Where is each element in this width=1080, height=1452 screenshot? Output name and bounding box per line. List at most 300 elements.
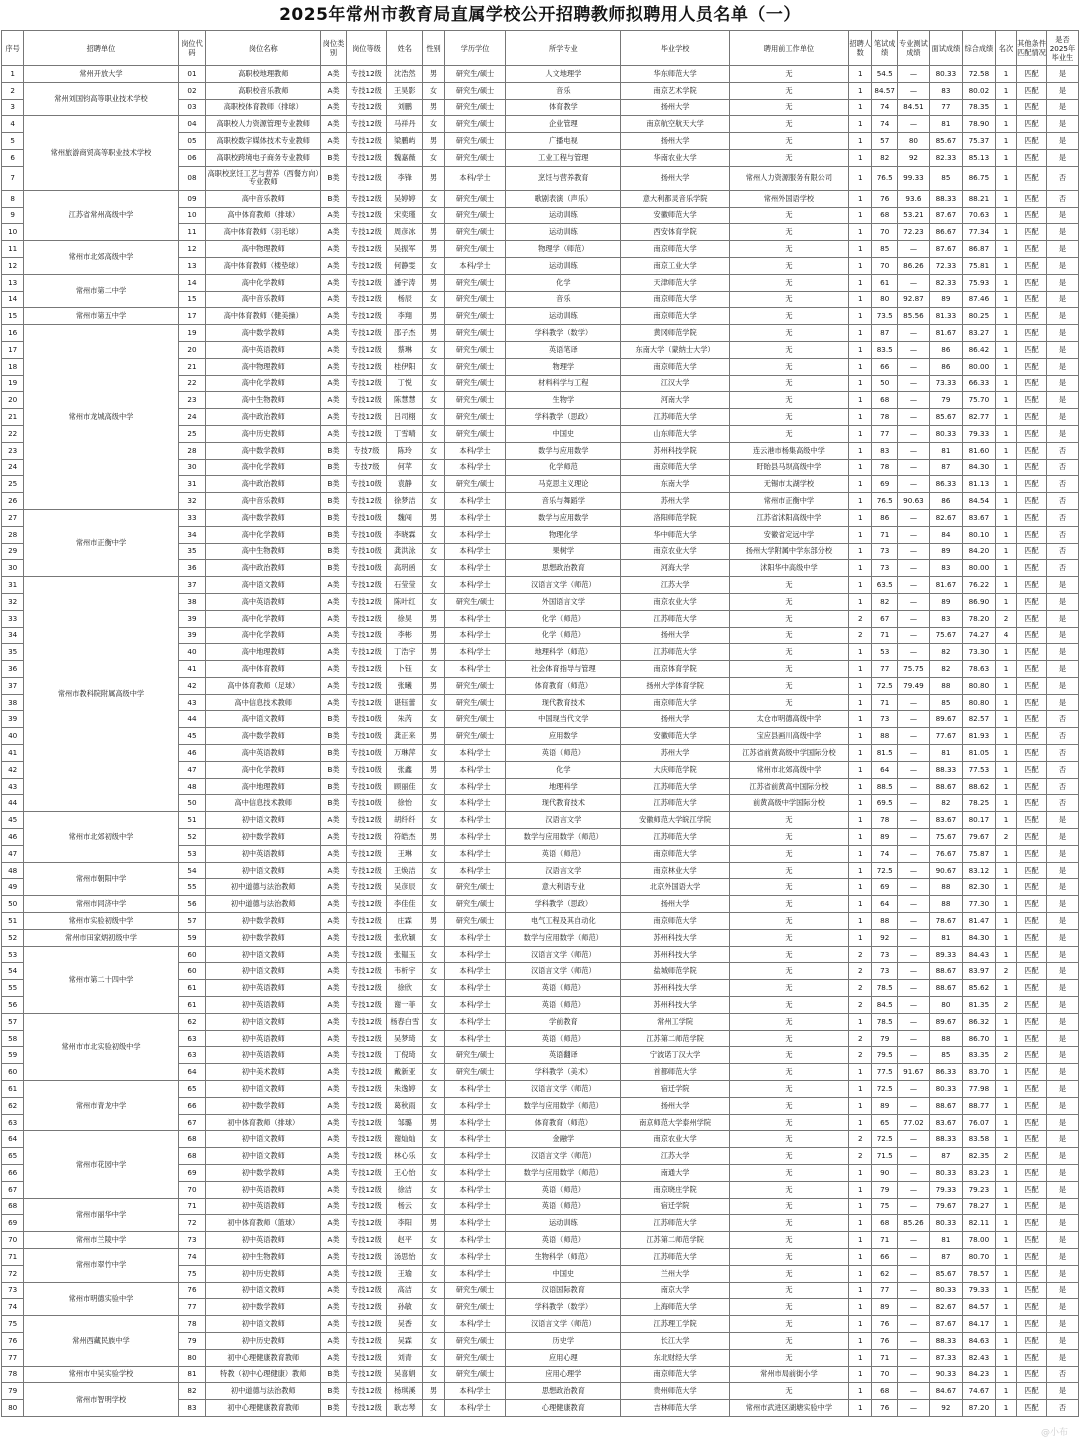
cell-total-score: 80.00: [962, 358, 995, 375]
cell-interview-score: 89: [929, 543, 962, 560]
cell-rank: 1: [995, 1081, 1016, 1098]
cell-education: 本科/学士: [444, 493, 506, 510]
column-header: 姓名: [387, 31, 423, 66]
cell-gender: 女: [423, 1265, 444, 1282]
cell-post-category: A类: [321, 133, 347, 150]
cell-conditions-match: 匹配: [1017, 1131, 1047, 1148]
cell-interview-score: 80.33: [929, 1282, 962, 1299]
cell-prior-employer: 无: [729, 116, 848, 133]
cell-major: 体育教育（师范）: [506, 677, 621, 694]
cell-skill-test-score: —: [897, 341, 929, 358]
cell-skill-test-score: —: [897, 82, 929, 99]
cell-school: 南京师范大学: [621, 845, 730, 862]
cell-rank: 1: [995, 526, 1016, 543]
cell-school: 南京工业大学: [621, 257, 730, 274]
cell-post-category: A类: [321, 358, 347, 375]
cell-major: 汉语言文学: [506, 812, 621, 829]
cell-rank: 1: [995, 1131, 1016, 1148]
cell-education: 本科/学士: [444, 1181, 506, 1198]
cell-post-name: 高中体育教师（健美操）: [206, 308, 321, 325]
cell-skill-test-score: —: [897, 1131, 929, 1148]
cell-post-name: 高中数学教师: [206, 442, 321, 459]
cell-prior-employer: 无: [729, 82, 848, 99]
cell-seq: 66: [2, 1165, 24, 1182]
cell-conditions-match: 匹配: [1017, 1349, 1047, 1366]
cell-interview-score: 88.33: [929, 1131, 962, 1148]
cell-hiring-count: 1: [849, 493, 872, 510]
cell-interview-score: 87.33: [929, 1349, 962, 1366]
cell-total-score: 83.70: [962, 1064, 995, 1081]
cell-post-category: A类: [321, 257, 347, 274]
cell-hiring-count: 1: [849, 1349, 872, 1366]
cell-skill-test-score: 92: [897, 149, 929, 166]
cell-total-score: 84.20: [962, 543, 995, 560]
cell-education: 本科/学士: [444, 1215, 506, 1232]
cell-hiring-count: 1: [849, 1165, 872, 1182]
cell-graduate-2025: 否: [1046, 1400, 1078, 1417]
cell-rank: 1: [995, 728, 1016, 745]
cell-post-level: 专技10级: [346, 476, 386, 493]
cell-written-score: 78: [872, 409, 898, 426]
cell-seq: 50: [2, 896, 24, 913]
cell-conditions-match: 匹配: [1017, 1148, 1047, 1165]
cell-skill-test-score: —: [897, 358, 929, 375]
cell-seq: 68: [2, 1198, 24, 1215]
cell-skill-test-score: —: [897, 610, 929, 627]
cell-prior-employer: 常州市武进区湖塘实验中学: [729, 1400, 848, 1417]
column-header: 招聘单位: [24, 31, 178, 66]
cell-school: 华东师范大学: [621, 66, 730, 83]
cell-prior-employer: 无: [729, 946, 848, 963]
cell-written-score: 76: [872, 1316, 898, 1333]
cell-post-code: 28: [178, 442, 206, 459]
cell-graduate-2025: 否: [1046, 795, 1078, 812]
cell-seq: 46: [2, 829, 24, 846]
cell-seq: 12: [2, 257, 24, 274]
cell-education: 本科/学士: [444, 1013, 506, 1030]
cell-seq: 2: [2, 82, 24, 99]
cell-hiring-count: 1: [849, 728, 872, 745]
cell-graduate-2025: 否: [1046, 442, 1078, 459]
cell-post-code: 24: [178, 409, 206, 426]
cell-school: 贵州师范大学: [621, 1383, 730, 1400]
cell-post-category: A类: [321, 66, 347, 83]
cell-major: 运动训练: [506, 1215, 621, 1232]
cell-school: 江苏师范大学: [621, 795, 730, 812]
cell-school: 江苏第二师范学院: [621, 1030, 730, 1047]
cell-rank: 1: [995, 166, 1016, 190]
cell-seq: 80: [2, 1400, 24, 1417]
cell-rank: 1: [995, 661, 1016, 678]
cell-post-level: 专技12级: [346, 149, 386, 166]
cell-seq: 48: [2, 862, 24, 879]
cell-post-code: 31: [178, 476, 206, 493]
cell-name: 戴新亚: [387, 1064, 423, 1081]
cell-school: 南京师范大学: [621, 694, 730, 711]
table-row: [2, 325, 1079, 342]
cell-major: 工业工程与管理: [506, 149, 621, 166]
cell-total-score: 84.63: [962, 1332, 995, 1349]
cell-hiring-count: 1: [849, 207, 872, 224]
cell-prior-employer: 无: [729, 929, 848, 946]
cell-interview-score: 82: [929, 661, 962, 678]
cell-post-level: 专技10级: [346, 526, 386, 543]
cell-school: 南京农业大学: [621, 1131, 730, 1148]
cell-post-name: 初中数学教师: [206, 1299, 321, 1316]
cell-post-name: 初中语文教师: [206, 1316, 321, 1333]
cell-interview-score: 89.67: [929, 1013, 962, 1030]
cell-post-level: 专技12级: [346, 1064, 386, 1081]
cell-post-code: 78: [178, 1316, 206, 1333]
cell-graduate-2025: 是: [1046, 1383, 1078, 1400]
cell-post-name: 高中化学教师: [206, 761, 321, 778]
cell-post-code: 25: [178, 425, 206, 442]
cell-total-score: 78.35: [962, 99, 995, 116]
cell-gender: 女: [423, 476, 444, 493]
cell-post-name: 高中化学教师: [206, 459, 321, 476]
cell-seq: 31: [2, 577, 24, 594]
cell-seq: 40: [2, 728, 24, 745]
cell-post-category: B类: [321, 1366, 347, 1383]
cell-post-code: 09: [178, 190, 206, 207]
cell-prior-employer: 无: [729, 1165, 848, 1182]
cell-post-category: A类: [321, 409, 347, 426]
cell-skill-test-score: 84.51: [897, 99, 929, 116]
cell-rank: 1: [995, 116, 1016, 133]
cell-seq: 45: [2, 812, 24, 829]
cell-interview-score: 83.67: [929, 1114, 962, 1131]
cell-prior-employer: 无: [729, 149, 848, 166]
cell-interview-score: 90.67: [929, 862, 962, 879]
cell-post-code: 45: [178, 728, 206, 745]
cell-school: 江苏大学: [621, 577, 730, 594]
cell-graduate-2025: 是: [1046, 257, 1078, 274]
cell-total-score: 80.80: [962, 677, 995, 694]
cell-skill-test-score: —: [897, 829, 929, 846]
cell-major: 运动训练: [506, 257, 621, 274]
cell-post-category: A类: [321, 1030, 347, 1047]
cell-major: 数学与应用数学（师范）: [506, 1097, 621, 1114]
cell-school: 南京晓庄学院: [621, 1181, 730, 1198]
cell-post-name: 初中心理健康教育教师: [206, 1400, 321, 1417]
cell-graduate-2025: 否: [1046, 778, 1078, 795]
cell-total-score: 81.13: [962, 476, 995, 493]
cell-post-level: 专技12级: [346, 1299, 386, 1316]
cell-post-level: 专技12级: [346, 1030, 386, 1047]
cell-seq: 1: [2, 66, 24, 83]
cell-prior-employer: 无: [729, 812, 848, 829]
cell-total-score: 84.17: [962, 1316, 995, 1333]
cell-post-category: A类: [321, 694, 347, 711]
cell-conditions-match: 匹配: [1017, 82, 1047, 99]
cell-graduate-2025: 是: [1046, 1097, 1078, 1114]
cell-post-category: B类: [321, 476, 347, 493]
cell-graduate-2025: 否: [1046, 543, 1078, 560]
cell-post-level: 专技12级: [346, 1181, 386, 1198]
cell-total-score: 84.43: [962, 946, 995, 963]
cell-written-score: 81.5: [872, 745, 898, 762]
cell-seq: 69: [2, 1215, 24, 1232]
cell-school: 南京农业大学: [621, 543, 730, 560]
cell-skill-test-score: —: [897, 1248, 929, 1265]
cell-skill-test-score: —: [897, 812, 929, 829]
cell-education: 研究生/硕士: [444, 308, 506, 325]
cell-post-name: 高中信息技术教师: [206, 795, 321, 812]
cell-school: 苏州大学: [621, 493, 730, 510]
cell-employer-unit: 常州市北郊初级中学: [24, 812, 178, 862]
cell-prior-employer: 无: [729, 1198, 848, 1215]
cell-hiring-count: 1: [849, 711, 872, 728]
cell-major: 应用数学: [506, 728, 621, 745]
cell-interview-score: 86: [929, 493, 962, 510]
cell-major: 心理健康教育: [506, 1400, 621, 1417]
cell-written-score: 76: [872, 1400, 898, 1417]
cell-education: 本科/学士: [444, 1400, 506, 1417]
cell-post-category: A类: [321, 1332, 347, 1349]
cell-prior-employer: 无: [729, 1013, 848, 1030]
cell-seq: 36: [2, 661, 24, 678]
cell-skill-test-score: —: [897, 1366, 929, 1383]
cell-post-level: 专技12级: [346, 392, 386, 409]
cell-major: 企业管理: [506, 116, 621, 133]
cell-total-score: 73.30: [962, 644, 995, 661]
cell-gender: 女: [423, 190, 444, 207]
cell-written-score: 71: [872, 526, 898, 543]
cell-written-score: 78: [872, 459, 898, 476]
cell-post-code: 83: [178, 1400, 206, 1417]
cell-hiring-count: 1: [849, 325, 872, 342]
cell-education: 研究生/硕士: [444, 190, 506, 207]
cell-name: 赵平: [387, 1232, 423, 1249]
cell-name: 丁悦: [387, 375, 423, 392]
cell-education: 本科/学士: [444, 1030, 506, 1047]
cell-written-score: 76.5: [872, 493, 898, 510]
cell-conditions-match: 匹配: [1017, 677, 1047, 694]
cell-post-category: A类: [321, 425, 347, 442]
cell-major: 物理学（师范）: [506, 241, 621, 258]
cell-name: 何静雯: [387, 257, 423, 274]
cell-total-score: 85.62: [962, 980, 995, 997]
cell-employer-unit: 常州市丽华中学: [24, 1198, 178, 1232]
cell-conditions-match: 匹配: [1017, 207, 1047, 224]
cell-skill-test-score: 99.33: [897, 166, 929, 190]
cell-school: 扬州大学: [621, 896, 730, 913]
cell-rank: 1: [995, 1097, 1016, 1114]
cell-post-code: 14: [178, 274, 206, 291]
cell-conditions-match: 匹配: [1017, 274, 1047, 291]
cell-prior-employer: 无: [729, 66, 848, 83]
cell-name: 韦析宇: [387, 963, 423, 980]
cell-total-score: 87.46: [962, 291, 995, 308]
cell-post-level: 专技12级: [346, 829, 386, 846]
cell-hiring-count: 1: [849, 274, 872, 291]
cell-education: 研究生/硕士: [444, 694, 506, 711]
table-row: [2, 66, 1079, 83]
cell-interview-score: 85.67: [929, 1265, 962, 1282]
cell-post-name: 高中数学教师: [206, 728, 321, 745]
cell-post-code: 61: [178, 997, 206, 1014]
cell-post-category: A类: [321, 207, 347, 224]
cell-gender: 女: [423, 442, 444, 459]
cell-conditions-match: 匹配: [1017, 997, 1047, 1014]
cell-conditions-match: 匹配: [1017, 291, 1047, 308]
cell-hiring-count: 2: [849, 610, 872, 627]
cell-conditions-match: 匹配: [1017, 929, 1047, 946]
cell-post-category: A类: [321, 879, 347, 896]
cell-written-score: 88.5: [872, 778, 898, 795]
cell-seq: 71: [2, 1248, 24, 1265]
cell-rank: 1: [995, 593, 1016, 610]
cell-interview-score: 81.33: [929, 308, 962, 325]
cell-post-code: 60: [178, 963, 206, 980]
cell-post-level: 专技12级: [346, 291, 386, 308]
cell-interview-score: 79.67: [929, 1198, 962, 1215]
cell-seq: 18: [2, 358, 24, 375]
cell-prior-employer: 无: [729, 207, 848, 224]
cell-education: 研究生/硕士: [444, 1064, 506, 1081]
cell-seq: 62: [2, 1097, 24, 1114]
cell-major: 现代教育技术: [506, 795, 621, 812]
table-row: [2, 1198, 1079, 1215]
table-row: [2, 929, 1079, 946]
cell-name: 桂伊阳: [387, 358, 423, 375]
cell-rank: 2: [995, 963, 1016, 980]
cell-conditions-match: 匹配: [1017, 1215, 1047, 1232]
cell-prior-employer: 安徽省定远中学: [729, 526, 848, 543]
cell-post-name: 初中道德与法治教师: [206, 1383, 321, 1400]
cell-conditions-match: 匹配: [1017, 476, 1047, 493]
cell-post-name: 初中美术教师: [206, 1064, 321, 1081]
cell-post-name: 初中语文教师: [206, 1282, 321, 1299]
cell-conditions-match: 匹配: [1017, 1181, 1047, 1198]
cell-post-code: 41: [178, 661, 206, 678]
cell-prior-employer: 无: [729, 997, 848, 1014]
cell-school: 江苏师范大学: [621, 1215, 730, 1232]
cell-post-name: 初中语文教师: [206, 1081, 321, 1098]
cell-seq: 5: [2, 133, 24, 150]
table-row: [2, 1366, 1079, 1383]
cell-skill-test-score: —: [897, 1181, 929, 1198]
cell-skill-test-score: —: [897, 1316, 929, 1333]
cell-name: 高洁: [387, 1282, 423, 1299]
cell-graduate-2025: 是: [1046, 1181, 1078, 1198]
cell-interview-score: 92: [929, 1400, 962, 1417]
cell-seq: 67: [2, 1181, 24, 1198]
cell-post-name: 初中语文教师: [206, 1013, 321, 1030]
cell-total-score: 82.77: [962, 409, 995, 426]
cell-school: 宁波诺丁汉大学: [621, 1047, 730, 1064]
cell-hiring-count: 2: [849, 627, 872, 644]
cell-conditions-match: 匹配: [1017, 896, 1047, 913]
cell-education: 本科/学士: [444, 526, 506, 543]
cell-major: 学科教学（数学）: [506, 1299, 621, 1316]
cell-seq: 8: [2, 190, 24, 207]
cell-hiring-count: 2: [849, 980, 872, 997]
cell-name: 林心乐: [387, 1148, 423, 1165]
cell-graduate-2025: 是: [1046, 241, 1078, 258]
cell-post-code: 08: [178, 166, 206, 190]
cell-rank: 1: [995, 257, 1016, 274]
cell-education: 研究生/硕士: [444, 224, 506, 241]
cell-major: 应用心理: [506, 1349, 621, 1366]
cell-school: 常州工学院: [621, 1013, 730, 1030]
cell-seq: 78: [2, 1366, 24, 1383]
cell-education: 本科/学士: [444, 963, 506, 980]
cell-prior-employer: 无: [729, 1047, 848, 1064]
cell-post-category: B类: [321, 526, 347, 543]
cell-graduate-2025: 否: [1046, 459, 1078, 476]
cell-skill-test-score: —: [897, 526, 929, 543]
cell-seq: 63: [2, 1114, 24, 1131]
cell-post-name: 初中英语教师: [206, 1181, 321, 1198]
cell-gender: 女: [423, 82, 444, 99]
cell-interview-score: 87.67: [929, 241, 962, 258]
cell-skill-test-score: —: [897, 409, 929, 426]
cell-total-score: 76.22: [962, 577, 995, 594]
cell-seq: 49: [2, 879, 24, 896]
cell-hiring-count: 1: [849, 1181, 872, 1198]
cell-total-score: 80.70: [962, 1248, 995, 1265]
cell-post-name: 初中英语教师: [206, 997, 321, 1014]
cell-major: 物理化学: [506, 526, 621, 543]
cell-interview-score: 86.33: [929, 476, 962, 493]
cell-prior-employer: 无: [729, 896, 848, 913]
cell-interview-score: 82: [929, 644, 962, 661]
cell-graduate-2025: 是: [1046, 1282, 1078, 1299]
cell-conditions-match: 匹配: [1017, 728, 1047, 745]
cell-post-name: 高中体育教师（足球）: [206, 677, 321, 694]
cell-rank: 1: [995, 711, 1016, 728]
cell-post-category: A类: [321, 610, 347, 627]
cell-prior-employer: 无: [729, 829, 848, 846]
cell-school: 江苏师范大学: [621, 644, 730, 661]
cell-post-category: A类: [321, 946, 347, 963]
cell-graduate-2025: 是: [1046, 224, 1078, 241]
cell-conditions-match: 匹配: [1017, 526, 1047, 543]
cell-name: 谌钰蕾: [387, 694, 423, 711]
cell-school: 南京师范大学: [621, 241, 730, 258]
column-header: 招聘人数: [849, 31, 872, 66]
cell-post-name: 初中数学教师: [206, 913, 321, 930]
cell-seq: 47: [2, 845, 24, 862]
cell-conditions-match: 匹配: [1017, 325, 1047, 342]
cell-school: 南京航空航天大学: [621, 116, 730, 133]
cell-graduate-2025: 否: [1046, 190, 1078, 207]
cell-interview-score: 83.67: [929, 812, 962, 829]
cell-post-category: A类: [321, 980, 347, 997]
cell-post-level: 专技12级: [346, 845, 386, 862]
cell-rank: 1: [995, 745, 1016, 762]
cell-interview-score: 85: [929, 694, 962, 711]
cell-gender: 男: [423, 224, 444, 241]
cell-gender: 女: [423, 1400, 444, 1417]
cell-post-category: A类: [321, 82, 347, 99]
cell-name: 李翔: [387, 308, 423, 325]
cell-post-code: 50: [178, 795, 206, 812]
cell-school: 意大利都灵音乐学院: [621, 190, 730, 207]
cell-employer-unit: 常州市北郊高级中学: [24, 241, 178, 275]
cell-employer-unit: 常州市龙城高级中学: [24, 325, 178, 510]
table-row: [2, 896, 1079, 913]
cell-post-category: A类: [321, 913, 347, 930]
cell-post-code: 17: [178, 308, 206, 325]
cell-post-name: 高中化学教师: [206, 375, 321, 392]
cell-post-code: 75: [178, 1265, 206, 1282]
cell-post-code: 43: [178, 694, 206, 711]
cell-post-code: 77: [178, 1299, 206, 1316]
column-header: 序号: [2, 31, 24, 66]
cell-school: 兰州大学: [621, 1265, 730, 1282]
